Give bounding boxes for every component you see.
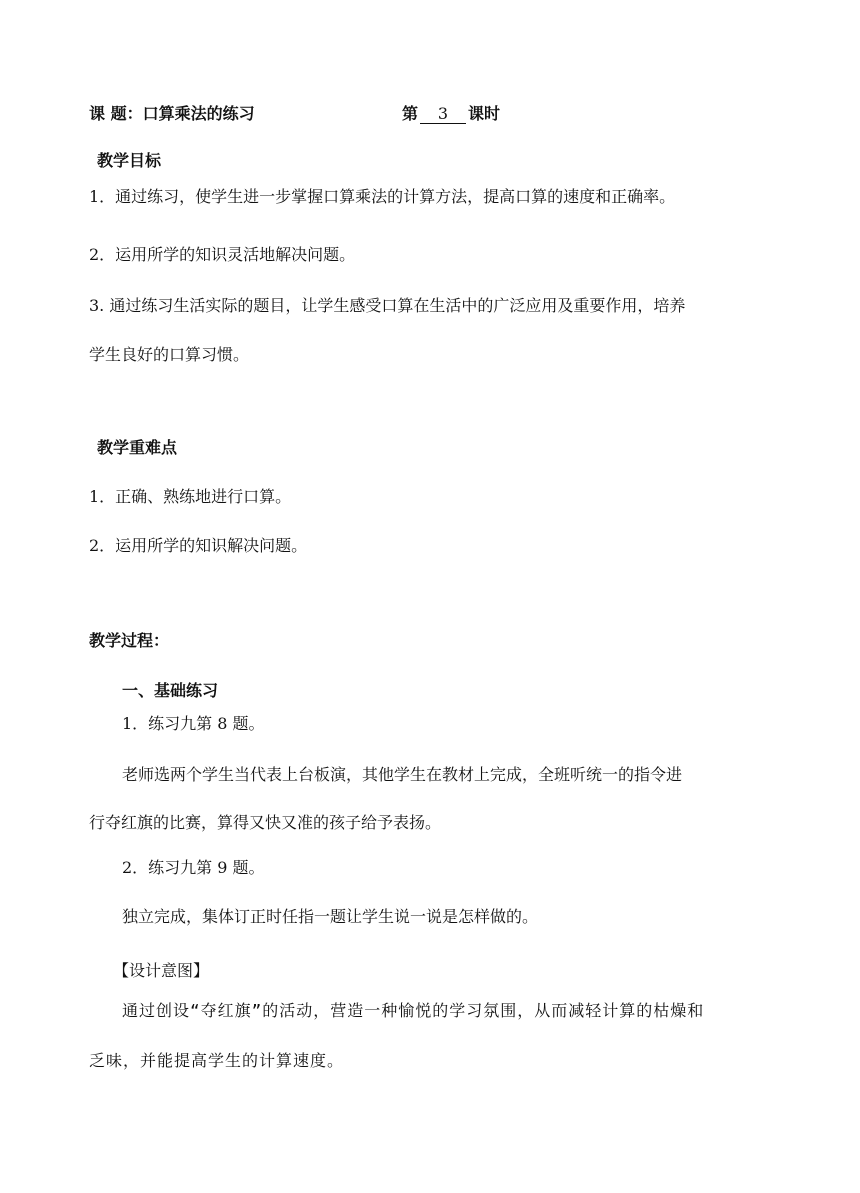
- objective-item-2: 2．运用所学的知识灵活地解决问题。: [89, 245, 356, 264]
- objectives-heading: 教学目标: [97, 151, 162, 170]
- key-point-item-1: 1．正确、熟练地进行口算。: [89, 487, 292, 506]
- lesson-period: [402, 103, 500, 125]
- process-heading: 教学过程：: [89, 631, 170, 650]
- period-number: 3: [420, 104, 466, 124]
- key-points-heading: 教学重难点: [97, 438, 178, 457]
- lesson-header: [89, 103, 649, 125]
- objective-item-1: 1．通过练习，使学生进一步掌握口算乘法的计算方法，提高口算的速度和正确率。: [89, 187, 676, 206]
- period-suffix: 课时: [468, 104, 501, 123]
- period-prefix: 第: [402, 104, 419, 123]
- exercise-2-title: 2．练习九第 9 题。: [122, 858, 265, 877]
- lesson-topic: 课 题：口算乘法的练习: [89, 104, 255, 123]
- key-point-item-2: 2．运用所学的知识解决问题。: [89, 536, 308, 555]
- exercise-1-desc-line2: 行夺红旗的比赛，算得又快又准的孩子给予表扬。: [89, 813, 442, 832]
- objective-item-3: 3. 通过练习生活实际的题目，让学生感受口算在生活中的广泛应用及重要作用，培养: [89, 296, 686, 315]
- design-intent-label: 【设计意图】: [113, 961, 210, 980]
- exercise-1-desc-line1: 老师选两个学生当代表上台板演，其他学生在教材上完成，全班听统一的指令进: [122, 765, 683, 784]
- exercise-1-title: 1．练习九第 8 题。: [122, 714, 265, 733]
- design-intent-line1: 通过创设“夺红旗”的活动，营造一种愉悦的学习氛围，从而减轻计算的枯燥和: [122, 1001, 705, 1020]
- section-basic-practice: 一、基础练习: [122, 681, 219, 700]
- objective-item-3-cont: 学生良好的口算习惯。: [89, 345, 250, 364]
- design-intent-line2: 乏味，并能提高学生的计算速度。: [89, 1051, 345, 1070]
- exercise-2-desc: 独立完成，集体订正时任指一题让学生说一说是怎样做的。: [122, 907, 539, 926]
